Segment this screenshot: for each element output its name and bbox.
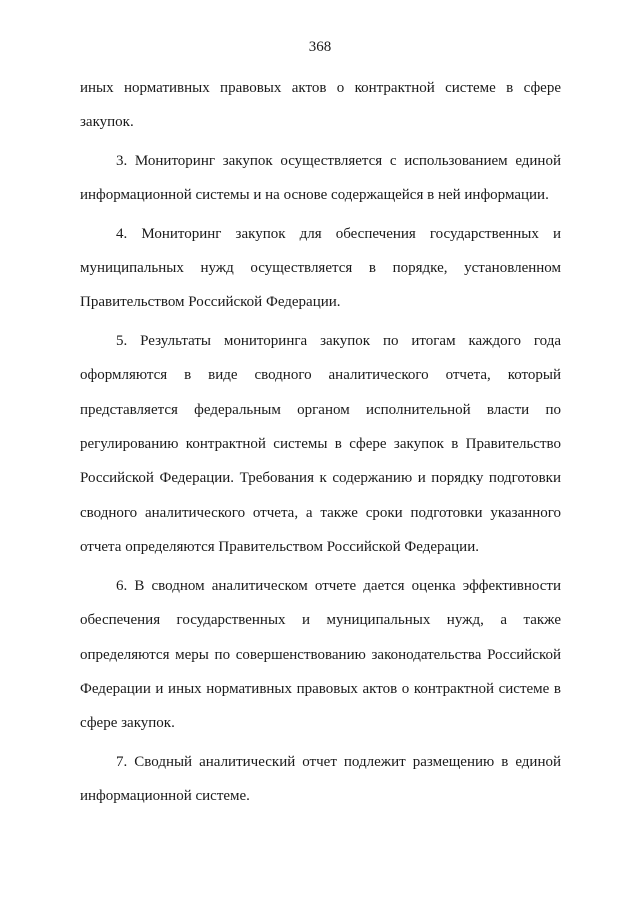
document-body	[80, 71, 561, 814]
paragraph-7: 7. Сводный аналитический отчет подлежит размещению в единой информационной системе.	[80, 753, 561, 805]
paragraph-5: 5. Результаты мониторинга закупок по итогам каждого года оформляются в виде сводного аналитического отчета, который представляется федеральным органом исполнительной власти по регулированию контрактной системы в сфере закупок в Правительство Российской Федерации. Требования к содержанию и порядку подготовки сводного аналитического отчета, а также сроки подготовки указанного отчета определяются Правительством Российской Федерации.	[80, 332, 561, 556]
paragraph-3: 3. Мониторинг закупок осуществляется с использованием единой информационной системы и на основе содержащейся в ней информации.	[80, 152, 561, 204]
paragraph-4: 4. Мониторинг закупок для обеспечения государственных и муниципальных нужд осуществляется в порядке, установленном Правительством Российской Федерации.	[80, 225, 561, 311]
paragraph-continuation: иных нормативных правовых актов о контрактной системе в сфере закупок.	[80, 80, 561, 131]
paragraph-6: 6. В сводном аналитическом отчете дается оценка эффективности обеспечения государственных и муниципальных нужд, а также определяются меры по совершенствованию законодательства Российской Федерации и иных нормативных правовых актов о контрактной системе в сфере закупок.	[80, 577, 561, 732]
page-number: 368	[308, 39, 332, 55]
